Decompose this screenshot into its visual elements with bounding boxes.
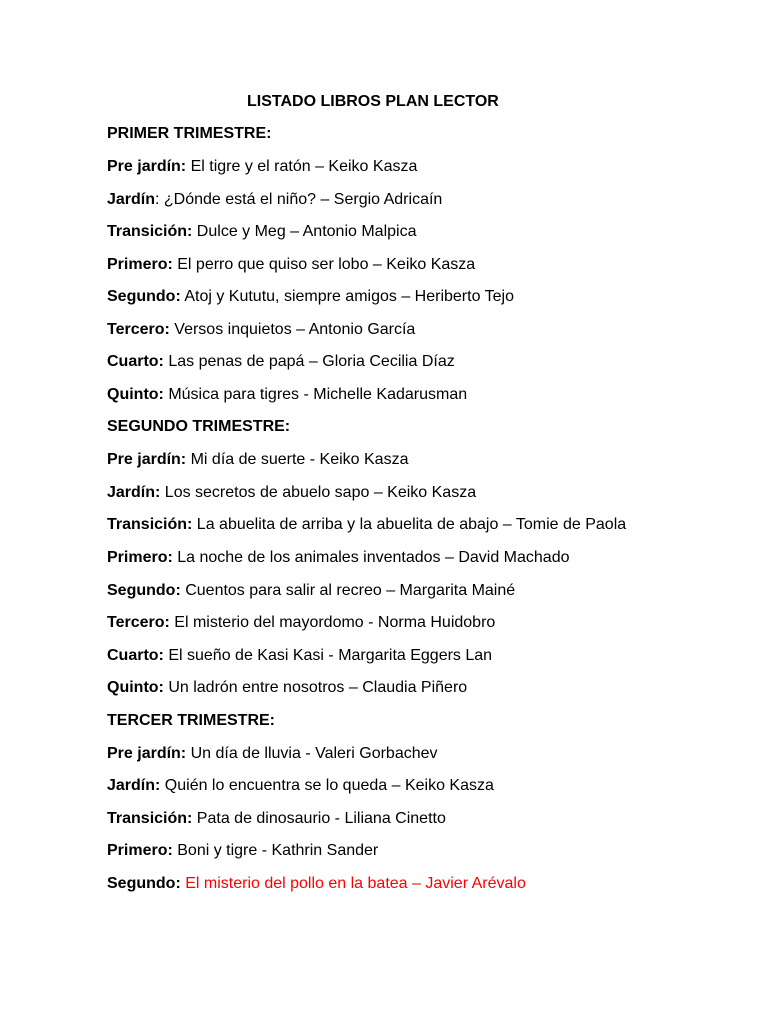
grade-label: Segundo: xyxy=(107,288,181,305)
grade-label: Tercero: xyxy=(107,320,170,338)
book-title: Un ladrón entre nosotros – Claudia Piñero xyxy=(163,679,468,696)
grade-label: Transición: xyxy=(107,223,193,240)
grade-label: Quinto: xyxy=(107,679,164,696)
book-title-highlighted: El misterio del pollo en la batea – Javier Arévalo xyxy=(180,874,526,892)
list-item xyxy=(107,157,667,177)
section-heading-tercer: TERCER TRIMESTRE: xyxy=(107,711,275,729)
list-item xyxy=(107,287,667,307)
book-title: Pata de dinosaurio - Liliana Cinetto xyxy=(192,809,446,827)
grade-label: Primero: xyxy=(107,549,173,566)
grade-label: Quinto: xyxy=(107,385,164,403)
list-item xyxy=(107,255,667,275)
list-item xyxy=(107,320,667,340)
grade-label: Pre jardín: xyxy=(107,158,187,175)
book-title: : ¿Dónde está el niño? – Sergio Adricaín xyxy=(155,190,443,208)
book-title: El sueño de Kasi Kasi - Margarita Eggers Lan xyxy=(163,646,493,664)
grade-label: Transición: xyxy=(107,516,193,533)
book-title: La abuelita de arriba y la abuelita de abajo – Tomie de Paola xyxy=(192,516,627,533)
book-title: Música para tigres - Michelle Kadarusman xyxy=(163,385,468,403)
book-title: Atoj y Kututu, siempre amigos – Heriberto Tejo xyxy=(180,288,514,305)
book-title: Quién lo encuentra se lo queda – Keiko Kasza xyxy=(160,777,494,794)
list-item xyxy=(107,581,667,601)
list-item xyxy=(107,744,667,764)
list-item xyxy=(107,548,667,568)
grade-label: Jardín: xyxy=(107,777,161,794)
grade-label: Jardín: xyxy=(107,483,161,501)
grade-label: Tercero: xyxy=(107,614,170,631)
grade-label: Primero: xyxy=(107,255,173,273)
grade-label: Cuarto: xyxy=(107,353,164,370)
list-item xyxy=(107,483,667,503)
grade-label: Cuarto: xyxy=(107,646,164,664)
document-title: LISTADO LIBROS PLAN LECTOR xyxy=(247,93,499,110)
list-item xyxy=(107,222,667,242)
book-title: Dulce y Meg – Antonio Malpica xyxy=(192,223,417,240)
section-heading-primer: PRIMER TRIMESTRE: xyxy=(107,125,272,142)
grade-label: Primero: xyxy=(107,842,173,859)
list-item xyxy=(107,841,667,861)
grade-label: Jardín xyxy=(107,190,156,208)
list-item xyxy=(107,646,667,666)
section-heading-segundo: SEGUNDO TRIMESTRE: xyxy=(107,418,291,435)
book-title: Un día de lluvia - Valeri Gorbachev xyxy=(186,744,438,762)
book-title: Los secretos de abuelo sapo – Keiko Kasza xyxy=(160,483,477,501)
list-item xyxy=(107,190,667,210)
list-item xyxy=(107,678,667,698)
list-item xyxy=(107,874,667,894)
grade-label: Pre jardín: xyxy=(107,451,187,468)
list-item xyxy=(107,352,667,372)
book-title: El tigre y el ratón – Keiko Kasza xyxy=(186,158,418,175)
book-title: El misterio del mayordomo - Norma Huidobro xyxy=(169,614,496,631)
book-title: Boni y tigre - Kathrin Sander xyxy=(172,842,379,859)
book-title: Cuentos para salir al recreo – Margarita Mainé xyxy=(180,581,516,599)
grade-label: Segundo: xyxy=(107,581,181,599)
book-title: Versos inquietos – Antonio García xyxy=(169,320,416,338)
document-page xyxy=(107,92,667,906)
list-item xyxy=(107,613,667,633)
grade-label: Transición: xyxy=(107,809,193,827)
list-item xyxy=(107,809,667,829)
list-item xyxy=(107,515,667,535)
list-item xyxy=(107,776,667,796)
book-title: Las penas de papá – Gloria Cecilia Díaz xyxy=(163,353,455,370)
book-title: Mi día de suerte - Keiko Kasza xyxy=(186,451,409,468)
list-item xyxy=(107,450,667,470)
book-title: El perro que quiso ser lobo – Keiko Kasza xyxy=(172,255,476,273)
grade-label: Pre jardín: xyxy=(107,744,187,762)
list-item xyxy=(107,385,667,405)
book-title: La noche de los animales inventados – David Machado xyxy=(172,549,570,566)
grade-label: Segundo: xyxy=(107,874,181,892)
